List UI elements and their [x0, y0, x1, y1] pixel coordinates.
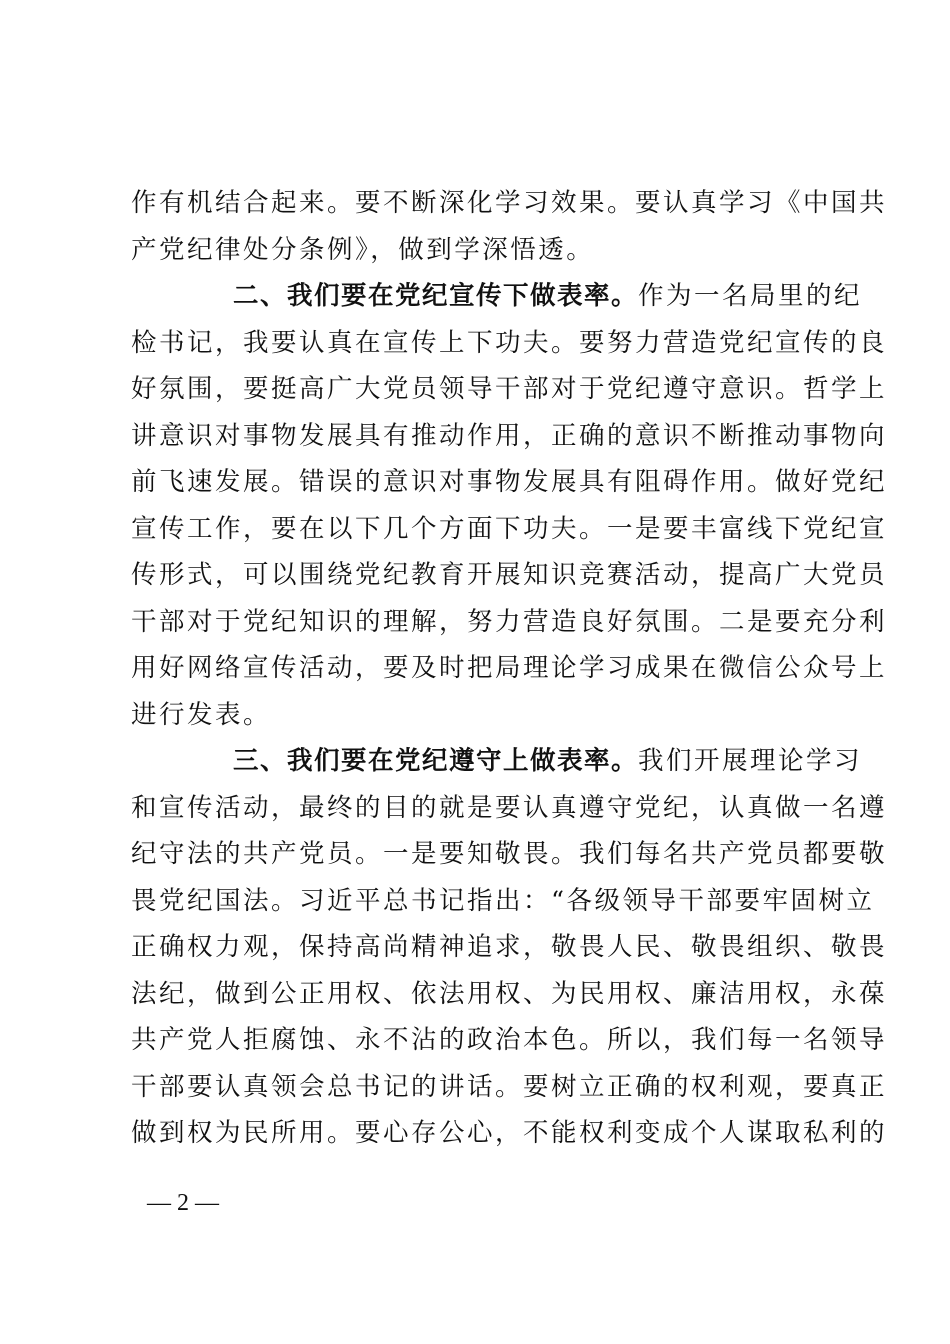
- text-line: 纪守法的共产党员。一是要知敬畏。我们每名共产党员都要敬: [131, 839, 888, 869]
- text-line: 产党纪律处分条例》，做到学深悟透。: [131, 234, 595, 265]
- text-line: 做到权为民所用。要心存公心，不能权利变成个人谋取私利的: [131, 1118, 888, 1148]
- body-text: [131, 180, 888, 1157]
- text-line: 前飞速发展。错误的意识对事物发展具有阻碍作用。做好党纪: [131, 467, 888, 497]
- text-line: 和宣传活动，最终的目的就是要认真遵守党纪，认真做一名遵: [131, 792, 888, 823]
- text-line: 传形式，可以围绕党纪教育开展知识竞赛活动，提高广大党员: [131, 560, 888, 590]
- text-line: 正确权力观，保持高尚精神追求，敬畏人民、敬畏组织、敬畏: [131, 932, 888, 962]
- text-line: 干部要认真领会总书记的讲话。要树立正确的权利观，要真正: [131, 1071, 888, 1102]
- page-number: — 2 —: [147, 1190, 219, 1216]
- section-three-heading: 三、我们要在党纪遵守上做表率。: [233, 746, 639, 776]
- text-line: 检书记，我要认真在宣传上下功夫。要努力营造党纪宣传的良: [131, 327, 888, 358]
- text-line: 干部对于党纪知识的理解，努力营造良好氛围。二是要充分利: [131, 606, 888, 637]
- text-line: 法纪，做到公正用权、依法用权、为民用权、廉洁用权，永葆: [131, 978, 888, 1009]
- text-line: 好氛围，要挺高广大党员领导干部对于党纪遵守意识。哲学上: [131, 374, 888, 404]
- text-line: 用好网络宣传活动，要及时把局理论学习成果在微信公众号上: [131, 653, 888, 683]
- section-two-heading: 二、我们要在党纪宣传下做表率。: [233, 281, 639, 311]
- text-line: 讲意识对事物发展具有推动作用，正确的意识不断推动事物向: [131, 420, 888, 451]
- text-line: 畏党纪国法。习近平总书记指出：“各级领导干部要牢固树立: [131, 885, 875, 916]
- text-segment: 作为一名局里的纪: [638, 281, 863, 311]
- text-line: 进行发表。: [131, 699, 272, 730]
- text-line: 宣传工作，要在以下几个方面下功夫。一是要丰富线下党纪宣: [131, 513, 888, 544]
- section-two-line: [131, 273, 863, 320]
- text-segment: 我们开展理论学习: [638, 746, 863, 776]
- section-three-line: [131, 738, 863, 785]
- text-line: 作有机结合起来。要不断深化学习效果。要认真学习《中国共: [131, 188, 888, 218]
- text-line: 共产党人拒腐蚀、永不沾的政治本色。所以，我们每一名领导: [131, 1025, 888, 1055]
